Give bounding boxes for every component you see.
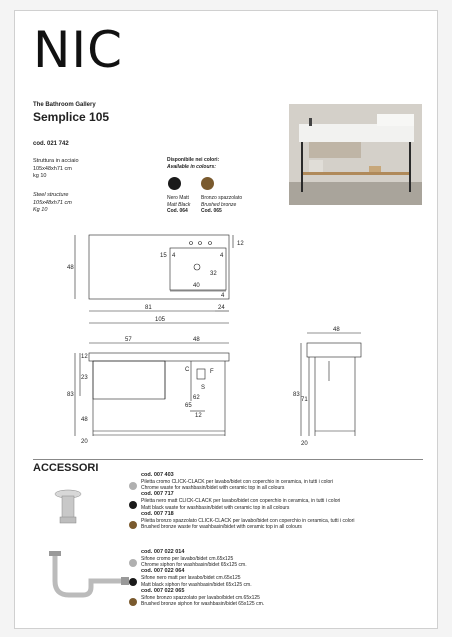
dim-label: 4	[221, 293, 225, 299]
product-code: cod. 021 742	[33, 141, 69, 147]
accessory-desc-en: Matt black siphon for washbasin/bidet 65x125 cm.	[141, 581, 252, 588]
dim-label: C	[185, 367, 190, 373]
product-sheet	[14, 10, 438, 629]
colour-label-bronze	[201, 195, 242, 215]
dim-label: 12	[81, 354, 88, 360]
colour-code: Cod. 064	[167, 208, 188, 214]
accessory-item	[141, 568, 431, 587]
dim-label: 57	[125, 337, 132, 343]
accessory-group-siphon	[141, 549, 431, 607]
accessory-desc-it: Sifone nero matt per lavabo/bidet cm.65x125	[141, 575, 241, 582]
accessory-desc-it: Sifone bronzo spazzolato per lavabo/bidet cm.65x125	[141, 594, 260, 601]
accessories-title: ACCESSORI	[33, 462, 99, 474]
accessory-code: cod. 007 403	[141, 472, 174, 478]
dim-label: 83	[67, 392, 74, 398]
colour-label-black	[167, 195, 190, 215]
dim-label: 105	[155, 317, 166, 323]
product-photo	[289, 104, 422, 205]
dim-label: 71	[301, 397, 308, 403]
dim-label: 62	[193, 395, 200, 401]
colours-title	[167, 157, 219, 170]
colour-dot-bronze	[129, 598, 137, 606]
model-name: Semplice 105	[33, 110, 110, 124]
description-line: Kg 10	[33, 207, 48, 213]
description-it	[33, 158, 79, 181]
accessory-item	[141, 549, 431, 568]
colour-dot-black	[129, 501, 137, 509]
dim-label: 40	[193, 283, 200, 289]
dim-label: F	[210, 369, 214, 375]
colour-swatch-black	[168, 177, 181, 190]
description-line: Steel structure	[33, 192, 69, 198]
dim-label: 48	[67, 265, 74, 271]
plan-outline	[89, 235, 229, 299]
colour-dot-chrome	[129, 559, 137, 567]
description-line: 105x48xh71 cm	[33, 165, 72, 172]
colours-title-en: Available in colours:	[167, 163, 216, 170]
description-line: kg 10	[33, 173, 47, 179]
dim-label: 20	[81, 439, 88, 445]
dim-label: 4	[220, 253, 224, 259]
dim-label: 23	[81, 375, 88, 381]
colours-title-it: Disponibile nei colori:	[167, 157, 220, 163]
dim-label: 48	[333, 327, 340, 333]
dim-label: 48	[81, 417, 88, 423]
accessory-desc-it: Sifone cromo per lavabo/bidet cm.65x125	[141, 556, 234, 562]
brand-logo: NIC	[33, 21, 124, 79]
dim-label: 83	[293, 392, 300, 398]
accessory-desc-en: Matt black waste for washbasin/bidet with ceramic top in all colours	[141, 504, 290, 511]
dim-label: 48	[193, 337, 200, 343]
accessory-code: cod. 007 022 064	[141, 568, 185, 575]
accessory-desc-it: Piletta cromo CLICK-CLACK per lavabo/bidet con coperchio in ceramica, in tutti i colori	[141, 479, 334, 485]
siphon-image	[43, 551, 133, 606]
accessory-item	[141, 491, 431, 510]
dim-label: 20	[301, 441, 308, 447]
dim-label: S	[201, 385, 206, 391]
dim-label: 4	[172, 253, 176, 259]
dim-label: 81	[145, 305, 152, 311]
description-line: Struttura in acciaio	[33, 158, 79, 164]
accessory-item	[141, 472, 431, 491]
accessory-desc-en: Brushed bronze siphon for washbasin/bidet 65x125 cm.	[141, 601, 265, 608]
accessory-code: cod. 007 022 065	[141, 587, 185, 594]
section-divider	[33, 459, 423, 460]
accessory-desc-en: Brushed bronze waste for washbasin/bidet with ceramic top in all colours	[141, 524, 302, 531]
accessory-item	[141, 511, 431, 530]
colour-name-en: Brushed bronze	[201, 201, 237, 208]
colour-swatch-bronze	[201, 177, 214, 190]
front-top	[89, 353, 229, 361]
accessory-desc-it: Piletta nero matt CLICK-CLACK per lavabo/bidet con coperchio in ceramica, in tutti i colori	[141, 498, 341, 505]
accessory-desc-en: Chrome siphon for washbasin/bidet 65x125 cm.	[141, 562, 247, 569]
colour-dot-bronze	[129, 521, 137, 529]
dim-label: 12	[195, 413, 202, 419]
accessory-desc-en: Chrome waste for washbasin/bidet with ceramic top in all colours	[141, 485, 285, 492]
colour-dot-chrome	[129, 482, 137, 490]
colour-name-it: Bronzo spazzolato	[201, 195, 243, 201]
accessory-code: cod. 007 022 014	[141, 549, 185, 555]
colour-name-en: Matt Black	[167, 201, 191, 208]
dim-label: 12	[237, 241, 244, 247]
gallery-title: The Bathroom Gallery	[33, 102, 96, 108]
accessory-group-waste	[141, 472, 431, 530]
colour-name-it: Nero Matt	[167, 195, 189, 201]
technical-drawings	[15, 221, 439, 457]
accessory-code: cod. 007 718	[141, 510, 174, 517]
colour-code: Cod. 065	[201, 208, 222, 214]
colour-dot-black	[129, 578, 137, 586]
dim-label: 65	[185, 403, 192, 409]
accessory-code: cod. 007 717	[141, 491, 174, 498]
description-en	[33, 192, 72, 215]
dim-label: 24	[218, 305, 225, 311]
accessory-desc-it: Piletta bronzo spazzolato CLICK-CLACK per lavabo/bidet con coperchio in ceramica, tutti i colori	[141, 517, 355, 524]
dim-label: 32	[210, 271, 217, 277]
description-line: 105x48xh71 cm	[33, 199, 72, 206]
accessory-item	[141, 588, 431, 607]
dim-label: 15	[160, 253, 167, 259]
side-top	[307, 343, 361, 357]
waste-image	[53, 489, 83, 527]
